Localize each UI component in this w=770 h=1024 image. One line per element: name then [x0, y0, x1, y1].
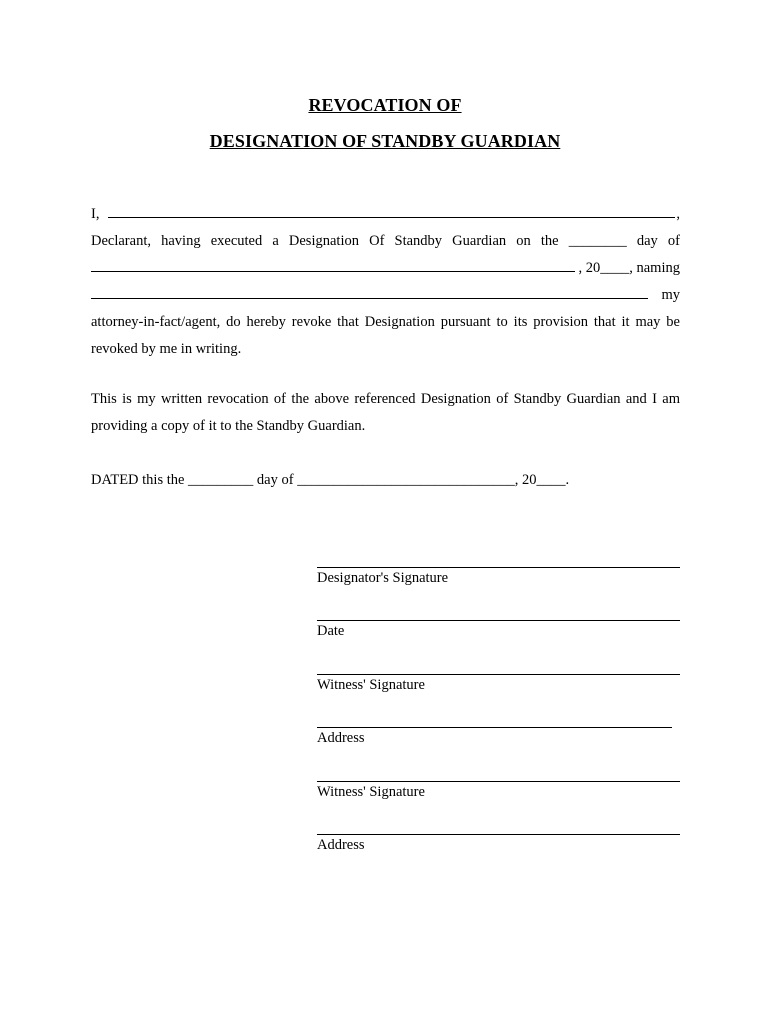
signature-label: Address [317, 730, 365, 746]
signature-block-address-1 [317, 727, 672, 747]
paragraph-1 [91, 201, 680, 363]
paragraph-2-line-1 [91, 386, 680, 413]
signature-block-witness-2 [317, 781, 680, 801]
date-year-line [91, 255, 680, 282]
title-line-1: REVOCATION OF [308, 95, 462, 115]
dated-line: DATED this the _________ day of ______________________________, 20____. [91, 472, 570, 488]
comma: , [676, 206, 680, 222]
agent-name-blank[interactable] [91, 283, 648, 299]
signature-label: Designator's Signature [317, 570, 449, 586]
signature-block-designator [317, 567, 680, 587]
revocation-text: This is my written revocation of the above referenced Designation of Standby Guardian and I am [91, 391, 680, 407]
signature-label: Witness' Signature [317, 784, 425, 800]
copy-text: providing a copy of it to the Standby Guardian. [91, 418, 366, 434]
signature-label: Address [317, 837, 365, 853]
signature-line[interactable] [317, 781, 680, 782]
signature-block-date [317, 620, 680, 640]
month-blank[interactable] [91, 256, 575, 272]
revoke-text: attorney-in-fact/agent, do hereby revoke that Designation pursuant to its provision that it may be [91, 314, 680, 330]
my-text: my [661, 287, 680, 303]
i-label: I, [91, 206, 100, 222]
declarant-name-blank[interactable] [108, 202, 675, 218]
agent-name-line [91, 282, 680, 309]
revoke-line [91, 309, 680, 336]
signature-line[interactable] [317, 674, 680, 675]
title-line-2: DESIGNATION OF STANDBY GUARDIAN [209, 131, 561, 151]
signature-line[interactable] [317, 727, 672, 728]
signature-block-witness-1 [317, 674, 680, 694]
signature-block-address-2 [317, 834, 680, 854]
declarant-name-line [91, 201, 680, 228]
signature-label: Witness' Signature [317, 677, 425, 693]
signature-line[interactable] [317, 834, 680, 835]
signature-line[interactable] [317, 620, 680, 621]
executed-line [91, 228, 680, 255]
writing-line [91, 336, 680, 363]
writing-text: revoked by me in writing. [91, 341, 242, 357]
year-naming-text: , 20____, naming [578, 260, 680, 276]
executed-text: Declarant, having executed a Designation Of Standby Guardian on the ________ day of [91, 233, 680, 249]
paragraph-2 [91, 386, 680, 440]
signature-line[interactable] [317, 567, 680, 568]
paragraph-2-line-2 [91, 413, 680, 440]
signature-label: Date [317, 623, 345, 639]
